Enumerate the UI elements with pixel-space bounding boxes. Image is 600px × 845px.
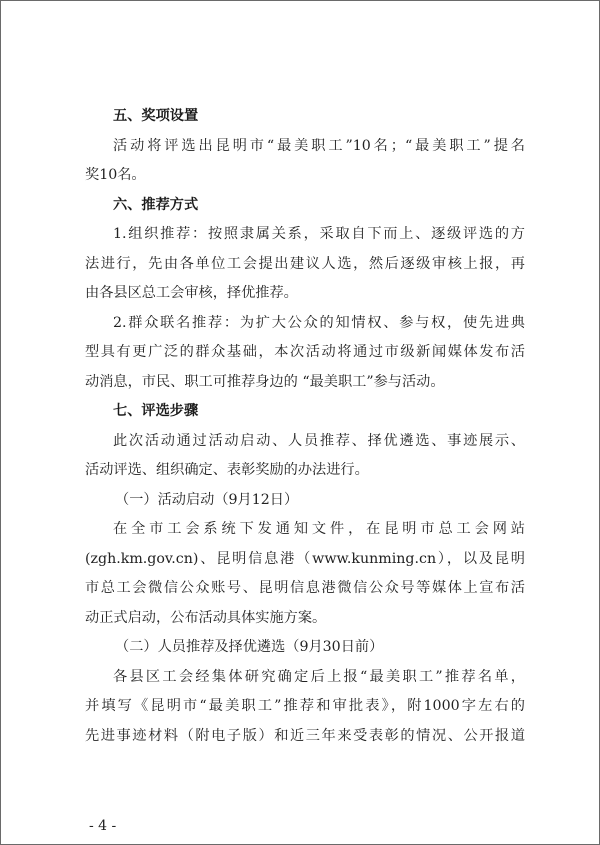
subheading-launch: （一）活动启动（9月12日） xyxy=(115,491,299,508)
section-heading-selection-steps: 七、评选步骤 xyxy=(113,403,199,419)
paragraph-line: 法进行，先由各单位工会提出建议人选，然后逐级审核上报，再 xyxy=(85,255,525,272)
paragraph-line: (zgh.km.gov.cn)、昆明信息港（www.kunming.cn），以及昆明 xyxy=(85,550,525,567)
paragraph-line: 动消息，市民、职工可推荐身边的 “最美职工”参与活动。 xyxy=(85,373,445,390)
paragraph-line: 1.组织推荐：按照隶属关系，采取自下而上、逐级评选的方 xyxy=(113,226,525,242)
paragraph-line: 2.群众联名推荐：为扩大公众的知情权、参与权，使先进典 xyxy=(113,314,525,331)
paragraph-line: 奖10名。 xyxy=(85,167,146,183)
paragraph-line: 活动评选、组织确定、表彰奖励的办法进行。 xyxy=(85,462,369,478)
paragraph-line: 各县区工会经集体研究确定后上报“最美职工”推荐名单， xyxy=(113,668,525,685)
section-heading-recommendation: 六、推荐方式 xyxy=(113,196,199,213)
paragraph-line: 动正式启动，公布活动具体实施方案。 xyxy=(85,609,327,626)
document-body xyxy=(85,102,525,751)
paragraph-line: 型具有更广泛的群众基础，本次活动将通过市级新闻媒体发布活 xyxy=(85,344,525,360)
paragraph-line: 此次活动通过活动启动、人员推荐、择优遴选、事迹展示、 xyxy=(113,432,525,449)
paragraph-line: 市总工会微信公众账号、昆明信息港微信公众号等媒体上宣布活 xyxy=(85,580,525,596)
paragraph-line: 活动将评选出昆明市“最美职工”10名；“最美职工”提名 xyxy=(113,137,525,154)
page-number: - 4 - xyxy=(89,818,117,834)
paragraph-line: 并填写《昆明市“最美职工”推荐和审批表》，附1000字左右的 xyxy=(85,698,525,714)
paragraph-line: 由各县区总工会审核，择优推荐。 xyxy=(85,285,298,301)
paragraph-line: 先进事迹材料（附电子版）和近三年来受表彰的情况、公开报道 xyxy=(85,727,525,744)
paragraph-line: 在全市工会系统下发通知文件，在昆明市总工会网站 xyxy=(113,521,525,537)
section-heading-awards: 五、奖项设置 xyxy=(113,108,199,124)
subheading-recommend-select: （二）人员推荐及择优遴选（9月30日前） xyxy=(115,639,384,655)
